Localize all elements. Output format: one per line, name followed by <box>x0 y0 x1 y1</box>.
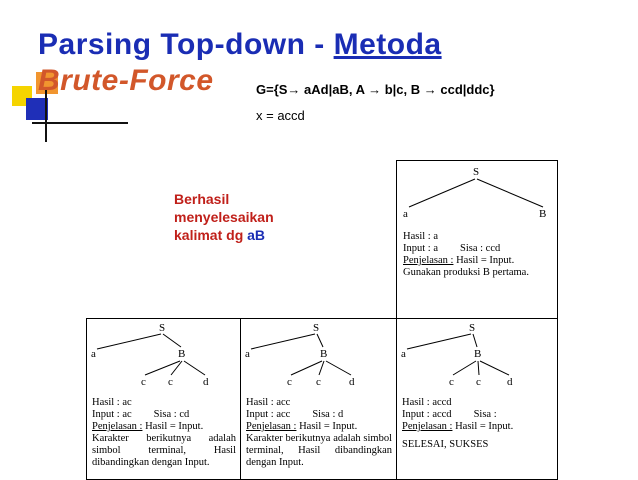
tree-node-root: S <box>159 322 166 334</box>
tree-edge <box>145 361 180 375</box>
panel-info-3 <box>402 397 552 451</box>
penjelasan-text: Hasil = Input. <box>145 421 204 432</box>
input-row <box>403 243 553 255</box>
penjelasan-row <box>402 421 552 433</box>
penjelasan-text: Hasil = Input. <box>299 421 358 432</box>
title-part1: Parsing Top-down - <box>38 28 334 61</box>
parse-panel-1 <box>86 318 242 480</box>
sisa-text: Sisa : <box>473 409 497 420</box>
sisa-text: Sisa : cd <box>153 409 190 420</box>
tree-node-a: a <box>91 348 96 360</box>
extra-text: Gunakan produksi B pertama. <box>403 267 529 278</box>
tree-edge <box>326 361 351 375</box>
hasil-text: Hasil : ac <box>92 397 132 408</box>
tree-edge <box>477 179 543 207</box>
tree-node-d: d <box>203 376 209 388</box>
penjelasan-text: Hasil = Input. <box>456 255 515 266</box>
grammar-definition: G={S→ aAd|aB, A → b|c, B → ccd|ddc} <box>256 82 495 97</box>
tree-node-a: a <box>403 208 408 220</box>
parse-panel-2 <box>240 318 398 480</box>
tree-edge <box>97 334 161 349</box>
tree-edge <box>291 361 322 375</box>
tree-edge <box>473 334 477 347</box>
parse-panel-3 <box>396 318 558 480</box>
parse-tree-3 <box>397 319 557 393</box>
tree-edge <box>251 334 315 349</box>
tree-edge <box>478 361 479 375</box>
tree-edge <box>163 334 181 347</box>
tree-edge <box>407 334 471 349</box>
sisa-text: Sisa : ccd <box>460 243 501 254</box>
tree-edge <box>319 361 324 375</box>
input-row <box>246 409 392 421</box>
slide-title <box>38 28 442 62</box>
title-part2: Metoda <box>333 28 442 61</box>
tree-node-d: d <box>349 376 355 388</box>
tree-node-c: c <box>449 376 454 388</box>
sisa-text: Sisa : d <box>312 409 344 420</box>
parse-panel-top <box>396 160 558 319</box>
panel-info-top <box>403 231 553 279</box>
tree-node-root: S <box>313 322 320 334</box>
panel-info-1 <box>92 397 236 469</box>
penjelasan-row <box>246 421 392 433</box>
result-line2: menyelesaikan <box>174 209 274 225</box>
result-line3-prefix: kalimat dg <box>174 227 248 243</box>
penjelasan-label: Penjelasan : <box>402 421 453 432</box>
penjelasan-label: Penjelasan : <box>403 255 454 266</box>
tree-node-a: a <box>401 348 406 360</box>
tree-edge <box>184 361 205 375</box>
hasil-text: Hasil : a <box>403 231 438 242</box>
parse-tree-2 <box>241 319 397 393</box>
tree-node-a: a <box>245 348 250 360</box>
penjelasan-text: Hasil = Input. <box>455 421 514 432</box>
penjelasan-row <box>92 421 236 433</box>
tree-node-d: d <box>507 376 513 388</box>
result-note <box>174 190 274 244</box>
tree-edge <box>480 361 509 375</box>
hasil-text: Hasil : acc <box>246 397 291 408</box>
extra-text: SELESAI, SUKSES <box>402 439 489 450</box>
input-text: Input : accd <box>402 409 452 420</box>
tree-node-B: B <box>474 348 482 360</box>
tree-node-c: c <box>316 376 321 388</box>
input-text: Input : acc <box>246 409 291 420</box>
slide-title-line2: Brute-Force <box>38 64 214 97</box>
result-line3-highlight: aB <box>247 227 266 243</box>
tree-node-c: c <box>168 376 173 388</box>
input-row <box>92 409 236 421</box>
tree-edge <box>409 179 475 207</box>
tree-node-c: c <box>476 376 481 388</box>
extra-text: Karakter berikutnya adalah simbol terminal, Hasil dibandingkan dengan Input. <box>92 433 236 468</box>
tree-node-c: c <box>287 376 292 388</box>
parse-tree-1 <box>87 319 241 393</box>
panel-info-2 <box>246 397 392 469</box>
input-row <box>402 409 552 421</box>
penjelasan-label: Penjelasan : <box>246 421 297 432</box>
penjelasan-label: Penjelasan : <box>92 421 143 432</box>
tree-edge <box>317 334 323 347</box>
hasil-text: Hasil : accd <box>402 397 452 408</box>
result-line3 <box>174 226 274 244</box>
penjelasan-row <box>403 255 553 267</box>
tree-node-B: B <box>539 208 547 220</box>
input-text: Input : a <box>403 243 438 254</box>
input-text: Input : ac <box>92 409 132 420</box>
tree-edge <box>453 361 476 375</box>
tree-node-B: B <box>320 348 328 360</box>
extra-text: Karakter berikutnya adalah simbol terminal, Hasil dibandingkan dengan Input. <box>246 433 392 468</box>
input-string: x = accd <box>256 108 305 123</box>
result-line1: Berhasil <box>174 191 230 207</box>
parse-tree-top <box>397 161 557 231</box>
tree-node-root: S <box>469 322 476 334</box>
tree-node-c: c <box>141 376 146 388</box>
tree-node-B: B <box>178 348 186 360</box>
tree-node-root: S <box>473 166 480 178</box>
tree-edge <box>171 361 182 375</box>
